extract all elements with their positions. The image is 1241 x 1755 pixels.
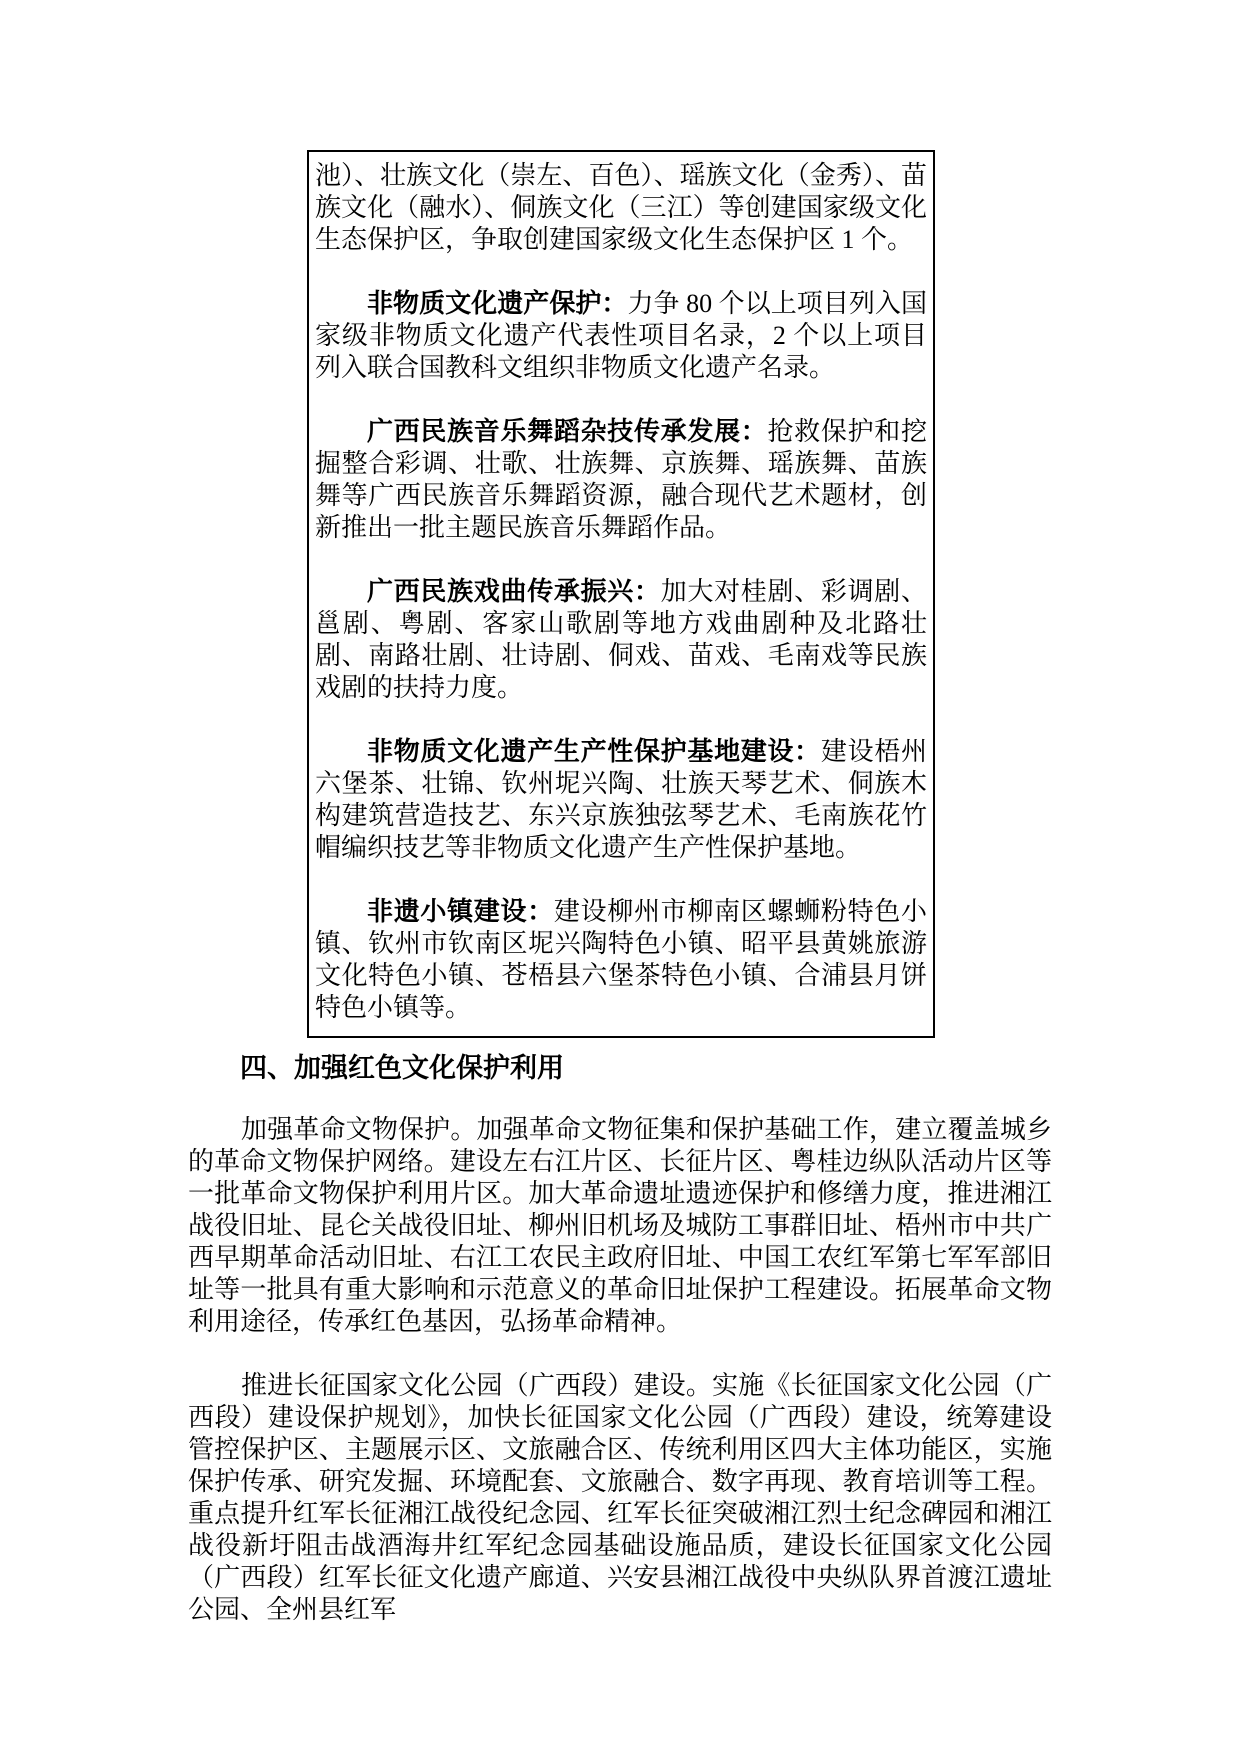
box-paragraph-heritage-towns <box>315 896 927 1024</box>
box-paragraph-heritage-protection <box>315 288 927 384</box>
paragraph-lead: 广西民族戏曲传承振兴： <box>367 577 661 606</box>
paragraph-lead: 广西民族音乐舞蹈杂技传承发展： <box>367 417 768 446</box>
box-paragraph-continuation <box>315 160 927 256</box>
section-heading: 四、加强红色文化保护利用 <box>240 1053 564 1083</box>
box-paragraph-protection-base <box>315 736 927 864</box>
paragraph-text: 力争 80 个以上项目列入国家级非物质文化遗产代表性项目名录，2 个以上项目列入联合国教科文组织非物质文化遗产名录。 <box>315 289 927 382</box>
paragraph-text: 加大对桂剧、彩调剧、邕剧、粤剧、客家山歌剧等地方戏曲剧种及北路壮剧、南路壮剧、壮诗剧、侗戏、苗戏、毛南戏等民族戏剧的扶持力度。 <box>315 577 927 702</box>
body-paragraph-revolutionary-relics: 加强革命文物保护。加强革命文物征集和保护基础工作，建立覆盖城乡的革命文物保护网络。建设左右江片区、长征片区、粤桂边纵队活动片区等一批革命文物保护利用片区。加大革命遗址遗迹保护和修缮力度，推进湘江战役旧址、昆仑关战役旧址、柳州旧机场及城防工事群旧址、梧州市中共广西早期革命活动旧址、右江工农民主政府旧址、中国工农红军第七军军部旧址等一批具有重大影响和示范意义的革命旧址保护工程建设。拓展革命文物利用途径，传承红色基因，弘扬革命精神。 <box>188 1115 1052 1336</box>
paragraph-lead: 非物质文化遗产生产性保护基地建设： <box>367 737 821 766</box>
paragraph-text: 建设梧州六堡茶、壮锦、钦州坭兴陶、壮族天琴艺术、侗族木构建筑营造技艺、东兴京族独弦琴艺术、毛南族花竹帽编织技艺等非物质文化遗产生产性保护基地。 <box>315 737 927 862</box>
paragraph-lead: 非遗小镇建设： <box>367 897 554 926</box>
paragraph-lead: 非物质文化遗产保护： <box>367 289 628 318</box>
box-paragraph-music-dance <box>315 416 927 544</box>
paragraph-text: 抢救保护和挖掘整合彩调、壮歌、壮族舞、京族舞、瑶族舞、苗族舞等广西民族音乐舞蹈资源，融合现代艺术题材，创新推出一批主题民族音乐舞蹈作品。 <box>315 417 927 542</box>
paragraph-text: 池）、壮族文化（崇左、百色）、瑶族文化（金秀）、苗族文化（融水）、侗族文化（三江）等创建国家级文化生态保护区，争取创建国家级文化生态保护区 1 个。 <box>315 161 927 254</box>
paragraph-text: 建设柳州市柳南区螺蛳粉特色小镇、钦州市钦南区坭兴陶特色小镇、昭平县黄姚旅游文化特色小镇、苍梧县六堡茶特色小镇、合浦县月饼特色小镇等。 <box>315 897 927 1022</box>
body-text <box>188 1114 1052 1626</box>
highlight-box <box>307 150 935 1038</box>
body-paragraph-long-march-park: 推进长征国家文化公园（广西段）建设。实施《长征国家文化公园（广西段）建设保护规划》，加快长征国家文化公园（广西段）建设，统筹建设管控保护区、主题展示区、文旅融合区、传统利用区四大主体功能区，实施保护传承、研究发掘、环境配套、文旅融合、数字再现、教育培训等工程。重点提升红军长征湘江战役纪念园、红军长征突破湘江烈士纪念碑园和湘江战役新圩阻击战酒海井红军纪念园基础设施品质，建设长征国家文化公园（广西段）红军长征文化遗产廊道、兴安县湘江战役中央纵队界首渡江遗址公园、全州县红军 <box>188 1371 1052 1624</box>
box-paragraph-opera-revival <box>315 576 927 704</box>
